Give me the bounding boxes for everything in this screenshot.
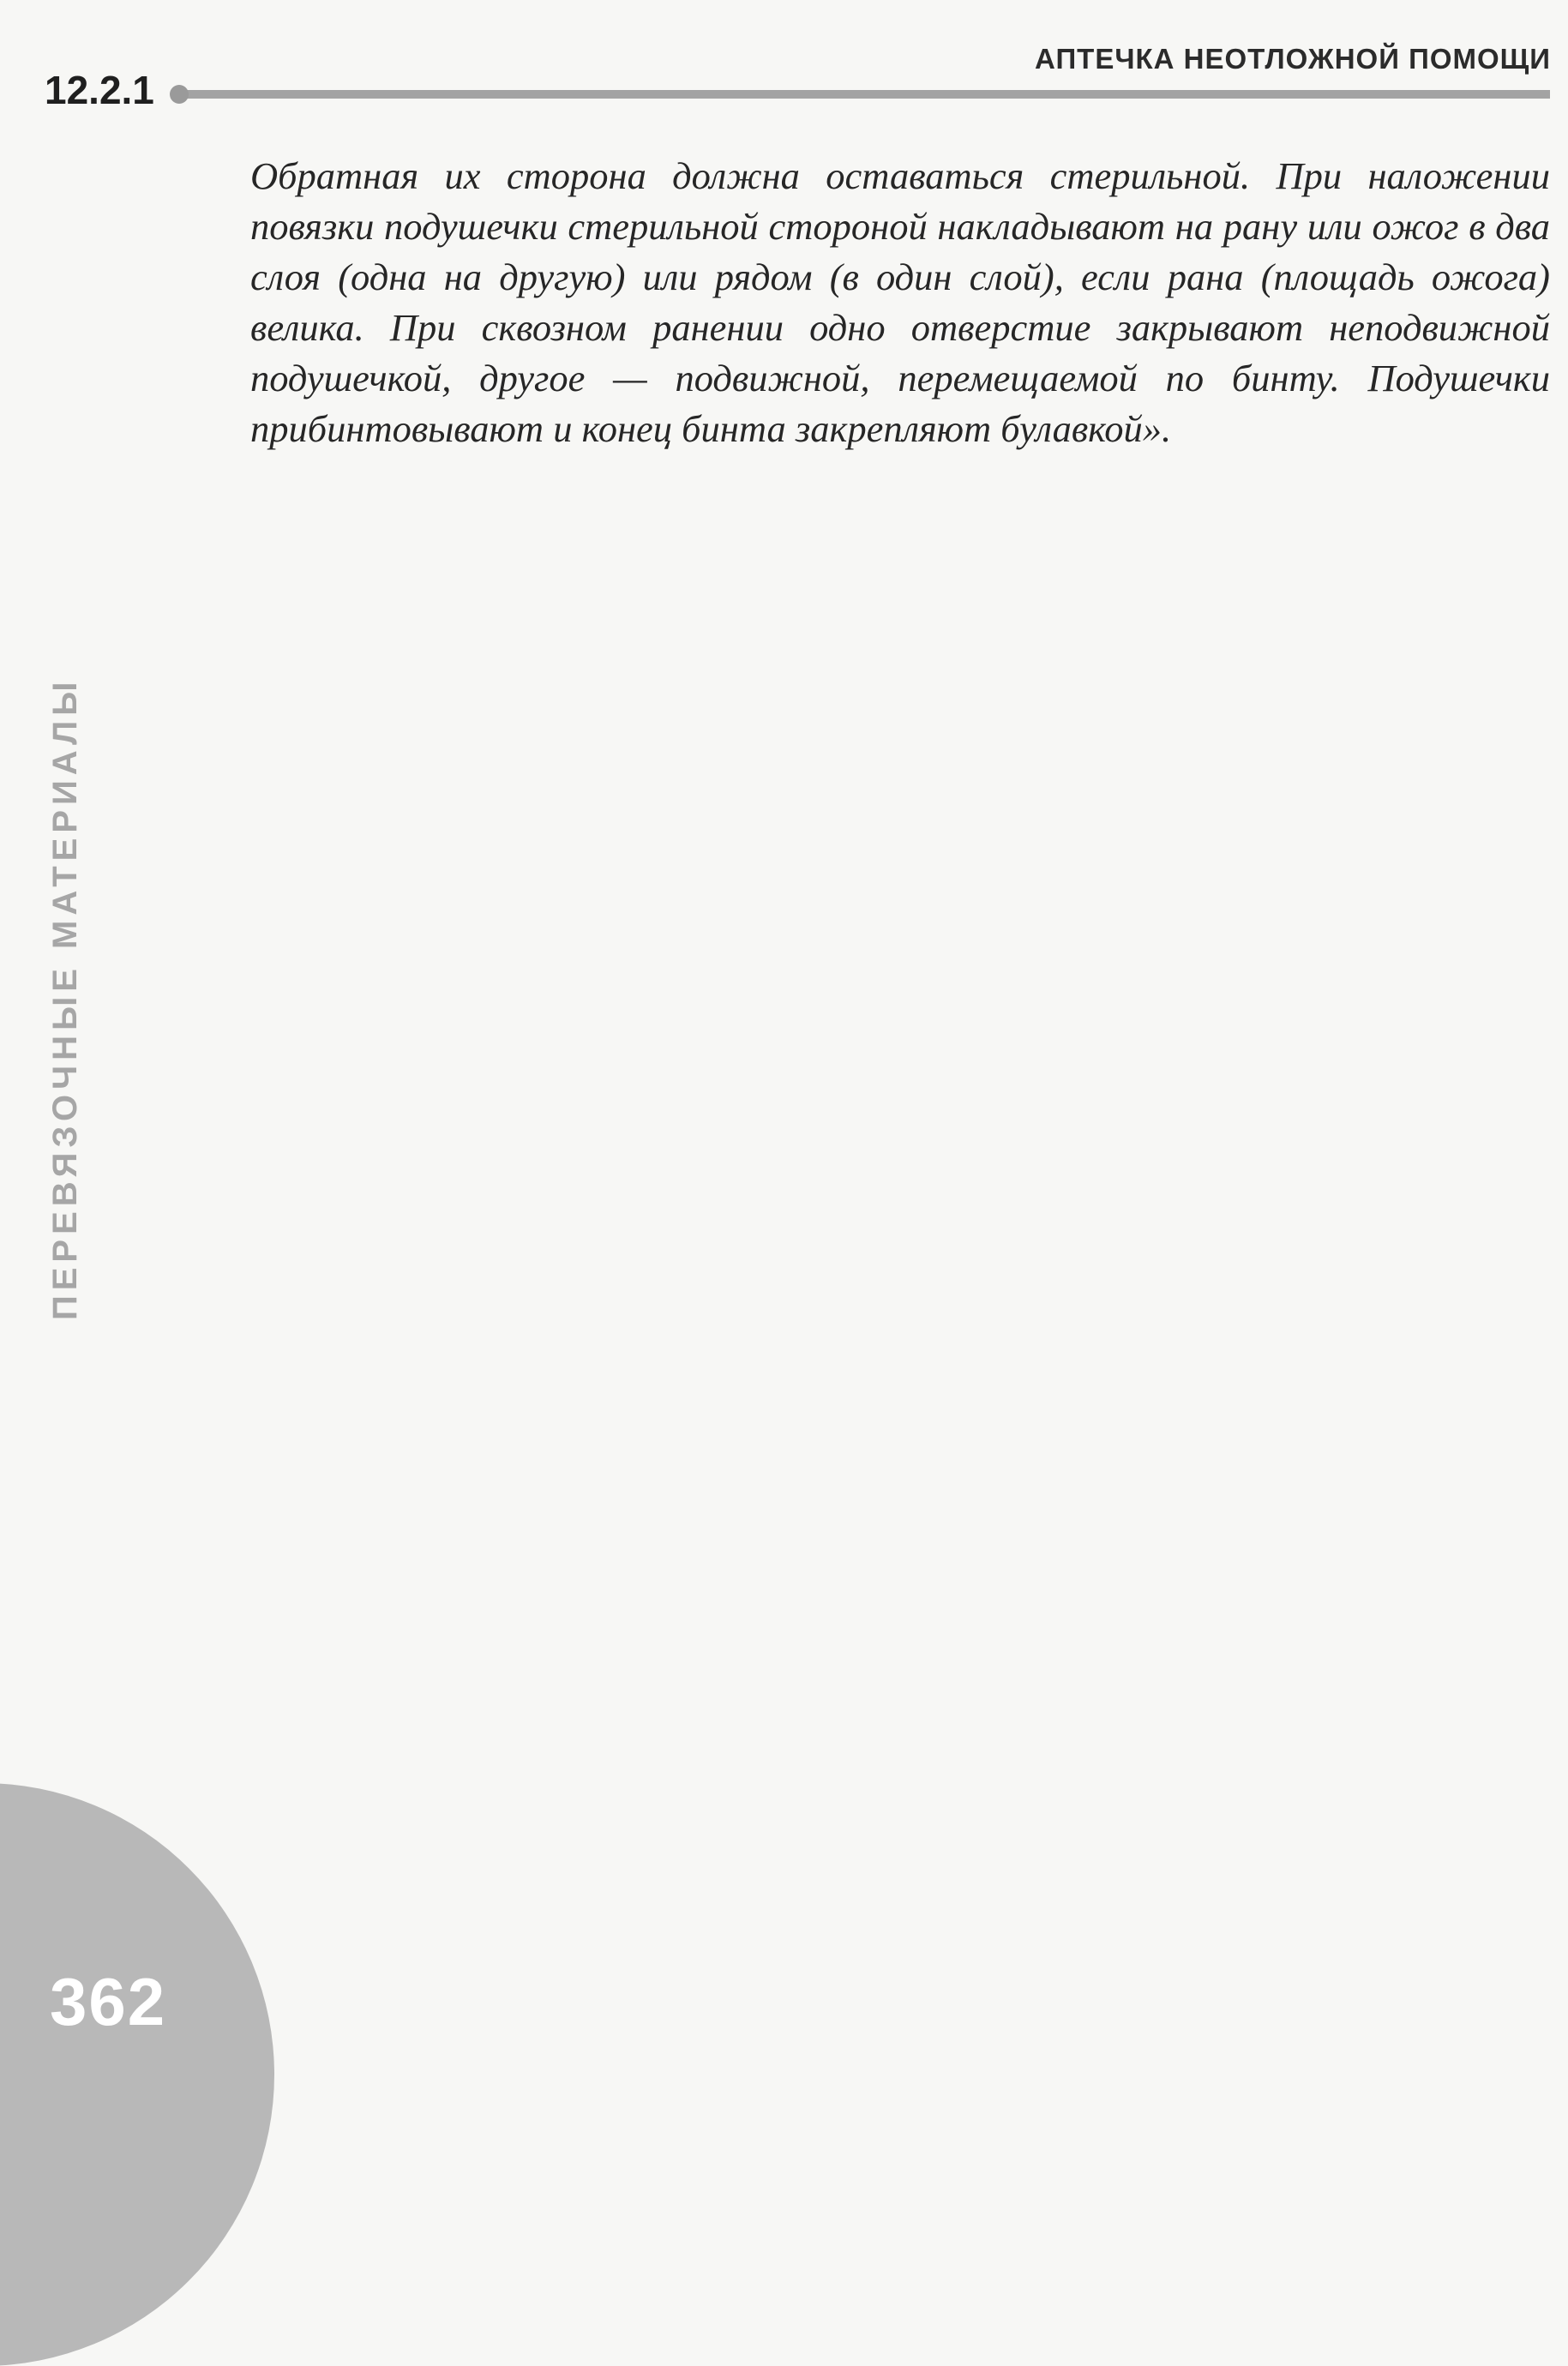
body-text bbox=[250, 151, 1550, 454]
running-head: АПТЕЧКА НЕОТЛОЖНОЙ ПОМОЩИ bbox=[1035, 43, 1551, 75]
header-rule bbox=[182, 90, 1550, 99]
side-label: ПЕРЕВЯЗОЧНЫЕ МАТЕРИАЛЫ bbox=[46, 676, 84, 1320]
page-number: 362 bbox=[50, 1964, 167, 2039]
section-number: 12.2.1 bbox=[45, 68, 154, 112]
page-number-tab bbox=[0, 1783, 274, 2366]
header-dot bbox=[170, 85, 189, 104]
paragraph: Обратная их сторона должна оставаться стерильной. При наложении повязки подушечки стерильной стороной накладывают на рану или ожог в два слоя (одна на другую) или рядом (в один слой), если рана (площадь ожога) велика. При сквозном ранении одно отверстие закрывают неподвижной подушечкой, другое — подвижной, перемещаемой по бинту. Подушечки прибинтовывают и конец бинта закрепляют булавкой». bbox=[250, 154, 1550, 450]
